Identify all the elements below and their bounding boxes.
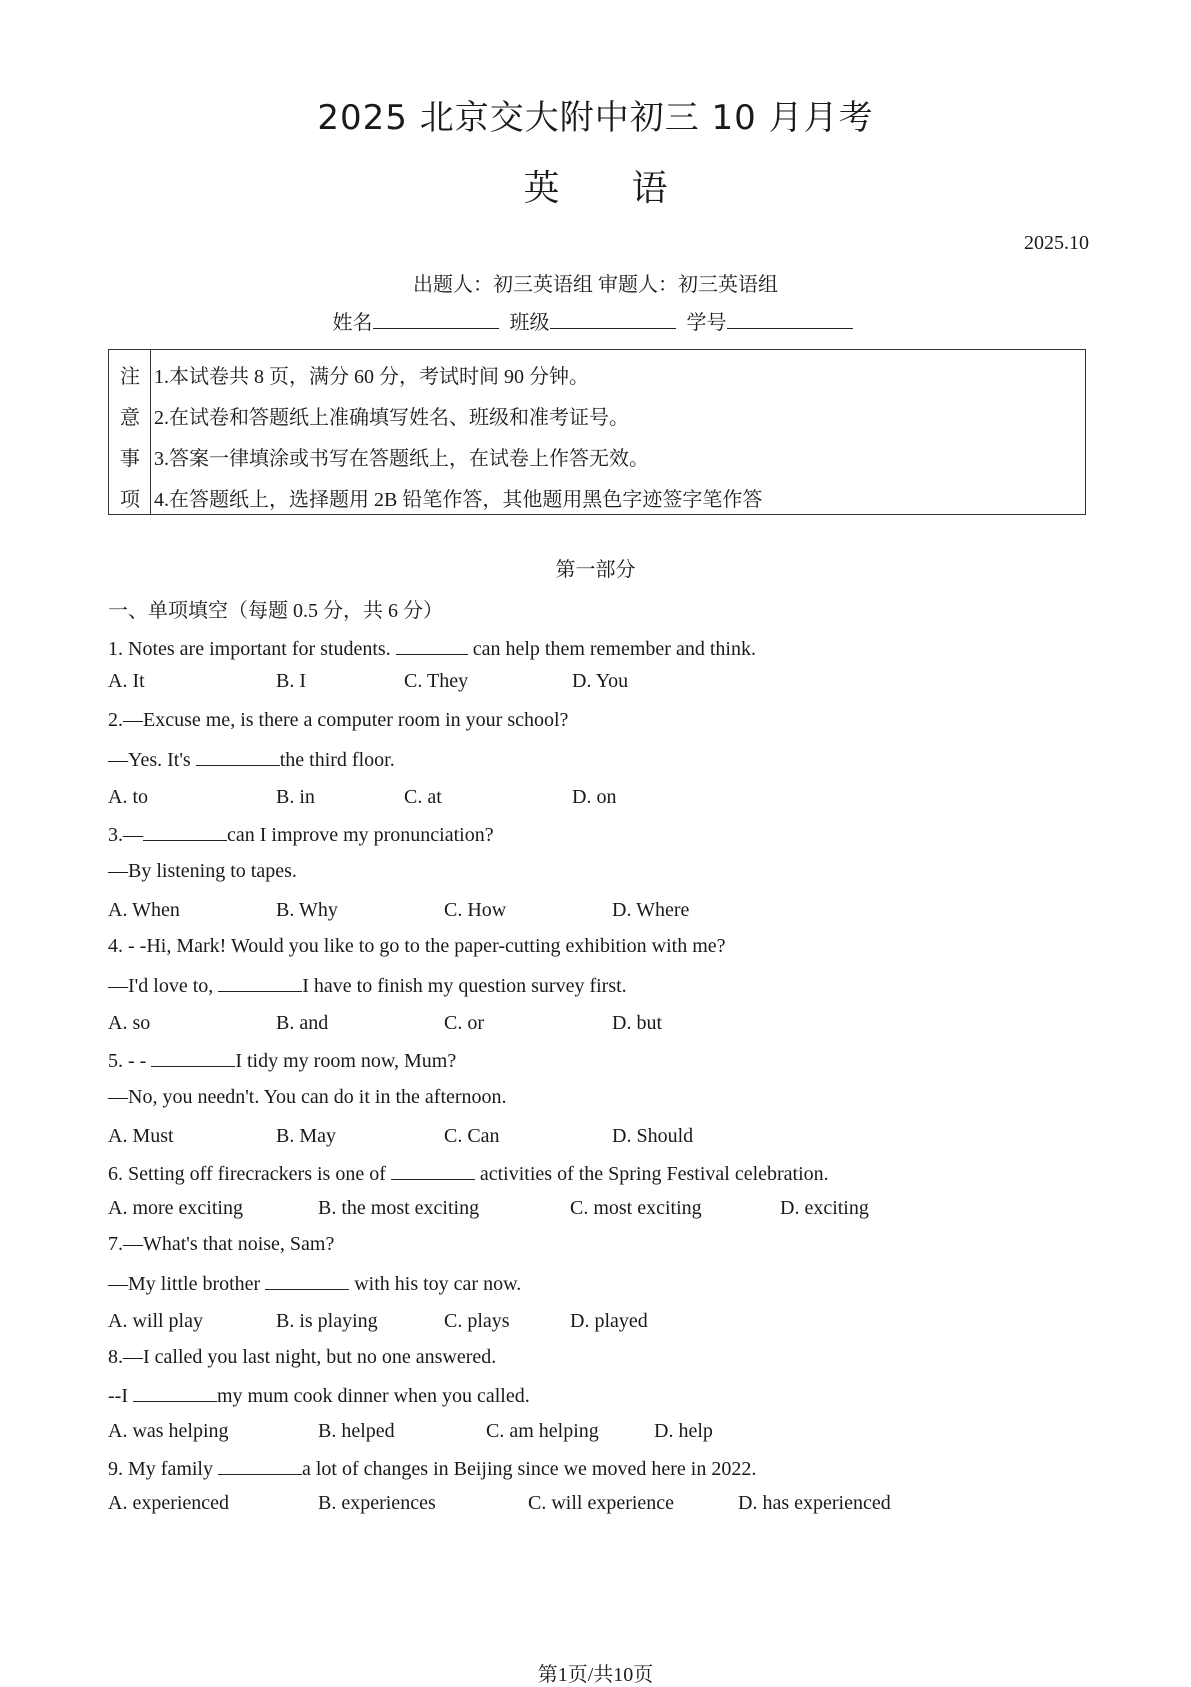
answer-option: C. at	[404, 786, 442, 808]
question-text-segment: my mum cook dinner when you called.	[216, 1385, 530, 1407]
answer-blank	[396, 636, 468, 655]
answer-option: A. so	[108, 1012, 151, 1034]
question-text-segment: 5. - -	[108, 1050, 152, 1072]
question-text-segment: activities of the Spring Festival celebration.	[474, 1163, 829, 1185]
answer-option: A. When	[108, 899, 180, 921]
name-label: 姓名	[332, 312, 373, 334]
name-blank	[373, 310, 499, 329]
question-text-segment: a lot of changes in Beijing since we moved here in 2022.	[302, 1458, 757, 1480]
question-text	[108, 1048, 456, 1073]
class-label: 班级	[509, 312, 550, 334]
answer-options	[108, 1420, 1008, 1446]
question-text	[108, 973, 627, 998]
answer-option: A. to	[108, 786, 148, 808]
notice-label-column	[109, 350, 151, 514]
answer-option: A. more exciting	[108, 1197, 243, 1219]
answer-option: C. will experience	[528, 1492, 675, 1514]
question-text-segment: 7.—What's that noise, Sam?	[108, 1233, 335, 1255]
answer-option: A. Must	[108, 1125, 174, 1147]
question-text	[108, 1346, 496, 1369]
answer-blank	[143, 822, 227, 841]
exam-authors: 出题人：初三英语组 审题人：初三英语组	[413, 274, 778, 296]
notice-item: 1.本试卷共 8 页，满分 60 分，考试时间 90 分钟。	[154, 366, 589, 388]
question-text	[108, 935, 726, 958]
question-text-segment: --I	[108, 1385, 133, 1407]
question-text-segment: can help them remember and think.	[467, 638, 756, 660]
answer-blank	[265, 1271, 349, 1290]
answer-option: B. helped	[318, 1420, 395, 1442]
question-text-segment: 2.—Excuse me, is there a computer room in your school?	[108, 709, 569, 731]
question-text	[108, 1383, 530, 1408]
answer-option: B. is playing	[276, 1310, 378, 1332]
answer-option: D. exciting	[780, 1197, 869, 1219]
answer-option: A. experienced	[108, 1492, 230, 1514]
question-text	[108, 822, 494, 847]
answer-blank	[196, 747, 280, 766]
answer-option: C. How	[444, 899, 507, 921]
answer-option: C. am helping	[486, 1420, 599, 1442]
answer-option: D. Where	[612, 899, 690, 921]
answer-options	[108, 1012, 1008, 1038]
answer-option: B. in	[276, 786, 315, 808]
answer-option: D. You	[572, 670, 629, 692]
answer-blank	[218, 1456, 302, 1475]
answer-option: A. was helping	[108, 1420, 229, 1442]
section-title: 第一部分	[555, 559, 636, 581]
answer-option: B. experiences	[318, 1492, 436, 1514]
question-text-segment: 3.—	[108, 824, 143, 846]
answer-blank	[133, 1383, 217, 1402]
question-text-segment: can I improve my pronunciation?	[227, 824, 494, 846]
answer-option: C. plays	[444, 1310, 510, 1332]
question-text	[108, 1233, 334, 1256]
answer-option: D. help	[654, 1420, 713, 1442]
answer-options	[108, 670, 1008, 696]
notice-item: 2.在试卷和答题纸上准确填写姓名、班级和准考证号。	[154, 407, 629, 429]
question-text-segment: I tidy my room now, Mum?	[235, 1050, 457, 1072]
notice-item: 4.在答题纸上，选择题用 2B 铅笔作答，其他题用黑色字迹签字笔作答	[154, 489, 763, 511]
question-text	[108, 1456, 756, 1481]
question-text-segment: —No, you needn't. You can do it in the afternoon.	[108, 1086, 507, 1108]
exam-title: 2025 北京交大附中初三 10 月月考	[317, 98, 874, 138]
notice-label-char: 注	[120, 366, 140, 388]
answer-option: B. May	[276, 1125, 336, 1147]
id-label: 学号	[686, 312, 727, 334]
notice-item: 3.答案一律填涂或书写在答题纸上，在试卷上作答无效。	[154, 448, 649, 470]
id-blank	[727, 310, 853, 329]
question-text	[108, 1271, 521, 1296]
question-text	[108, 636, 756, 661]
question-text-segment: with his toy car now.	[349, 1273, 522, 1295]
answer-options	[108, 786, 1008, 812]
class-blank	[550, 310, 676, 329]
answer-option: C. most exciting	[570, 1197, 702, 1219]
answer-options	[108, 899, 1008, 925]
answer-options	[108, 1492, 1008, 1518]
question-text	[108, 709, 568, 732]
answer-option: D. but	[612, 1012, 662, 1034]
answer-option: A. will play	[108, 1310, 203, 1332]
question-text	[108, 860, 297, 883]
question-text-segment: 8.—I called you last night, but no one answered.	[108, 1346, 497, 1368]
answer-option: C. Can	[444, 1125, 500, 1147]
question-text-segment: —My little brother	[108, 1273, 266, 1295]
answer-options	[108, 1310, 1008, 1336]
question-text	[108, 1161, 829, 1186]
exam-date: 2025.10	[1024, 232, 1089, 254]
notice-box	[108, 349, 1086, 515]
answer-option: B. Why	[276, 899, 338, 921]
notice-label-char: 项	[120, 489, 140, 511]
notice-label-char: 意	[120, 407, 140, 429]
answer-blank	[391, 1161, 475, 1180]
question-text-segment: 4. - -Hi, Mark! Would you like to go to the paper-cutting exhibition with me?	[108, 935, 726, 957]
answer-blank	[218, 973, 302, 992]
question-text-segment: 6. Setting off firecrackers is one of	[108, 1163, 391, 1185]
question-text-segment: the third floor.	[279, 749, 395, 771]
question-text	[108, 1086, 507, 1109]
question-text-segment: —Yes. It's	[108, 749, 196, 771]
question-text-segment: 1. Notes are important for students.	[108, 638, 396, 660]
answer-blank	[151, 1048, 235, 1067]
answer-options	[108, 1125, 1008, 1151]
question-text-segment: —By listening to tapes.	[108, 860, 297, 882]
answer-option: C. They	[404, 670, 469, 692]
answer-option: A. It	[108, 670, 145, 692]
part-header: 一、单项填空（每题 0.5 分，共 6 分）	[108, 600, 443, 622]
answer-option: D. played	[570, 1310, 648, 1332]
question-text	[108, 747, 395, 772]
question-text-segment: 9. My family	[108, 1458, 218, 1480]
notice-label-char: 事	[120, 448, 140, 470]
answer-option: D. on	[572, 786, 617, 808]
answer-option: C. or	[444, 1012, 484, 1034]
answer-option: B. and	[276, 1012, 329, 1034]
exam-subject: 英 语	[523, 168, 668, 209]
question-text-segment: I have to finish my question survey first.	[302, 975, 627, 997]
answer-option: D. has experienced	[738, 1492, 891, 1514]
page-footer: 第1页/共10页	[537, 1664, 654, 1686]
question-text-segment: —I'd love to,	[108, 975, 219, 997]
answer-options	[108, 1197, 1008, 1223]
student-info	[0, 306, 1191, 335]
answer-option: B. the most exciting	[318, 1197, 480, 1219]
answer-option: B. I	[276, 670, 306, 692]
answer-option: D. Should	[612, 1125, 694, 1147]
